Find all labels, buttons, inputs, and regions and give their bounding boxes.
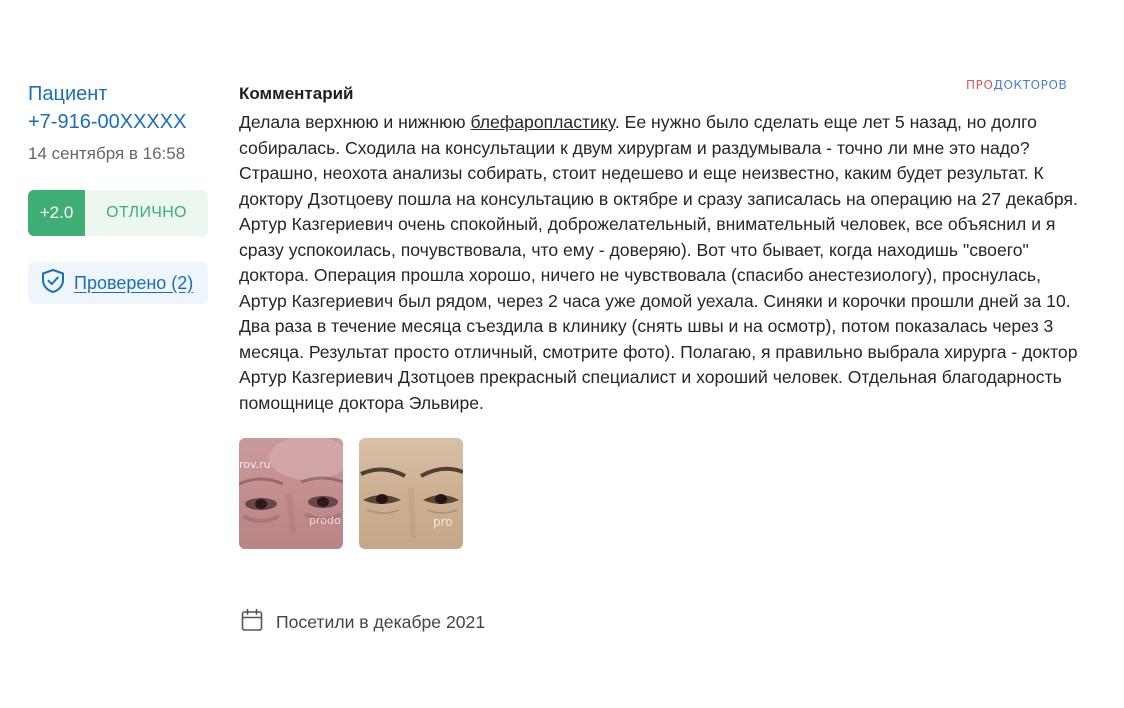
comment-text [239,110,1079,416]
verified-badge[interactable] [28,262,208,304]
photo-2-watermark-bottom: pro [433,515,453,529]
photo-1-watermark-top: rov.ru [239,458,271,471]
logo-part-1: ПРО [966,78,994,92]
review-photo-1[interactable] [239,438,343,549]
review-content [239,83,1079,549]
visit-date [241,608,485,637]
comment-intro: Делала верхнюю и нижнюю [239,112,471,132]
rating-label: ОТЛИЧНО [106,204,187,221]
calendar-icon [241,608,263,637]
visit-date-label: Посетили в декабре 2021 [276,612,486,632]
comment-title: Комментарий [239,84,354,103]
author-role: Пациент [28,83,108,105]
review-photos [239,438,1079,549]
verified-link[interactable]: Проверено (2) [74,272,194,293]
logo-part-2: ДОКТОРОВ [993,78,1068,92]
photo-1-watermark-bottom: prodo [309,514,341,527]
review-photo-2[interactable] [359,438,463,549]
rating-badge [28,190,208,236]
review-author-panel [28,80,210,304]
rating-score: +2.0 [28,190,85,236]
comment-body: . Ее нужно было сделать еще лет 5 назад, но долго собиралась. Сходила на консультации к двум хирургам и раздумывала - точно ли мне это надо? Страшно, неохота анализы собирать, стоит недешево и еще неизвестно, каким будет результат. К доктору Дзотцоеву пошла на консультацию в октябре и сразу записалась на операцию на 27 декабря. Артур Казгериевич очень спокойный, доброжелательный, внимательный человек, все объяснил и я сразу успокоилась, почувствовала, что ему - доверяю). Вот что бывает, когда находишь "своего" доктора. Операция прошла хорошо, ничего не чувствовала (спасибо анестезиологу), проснулась, Артур Казгериевич был рядом, через 2 часа уже домой уехала. Синяки и корочки прошли дней за 10. Два раза в течение месяца съездила в клинику (снять швы и на осмотр), потом показалась через 3 месяца. Результат просто отличный, смотрите фото). Полагаю, я правильно выбрала хирурга - доктор Артур Казгериевич Дзотцоев прекрасный специалист и хороший человек. Отдельная благодарность помощнице доктора Эльвире. [239,112,1078,413]
review-date: 14 сентября в 16:58 [28,144,186,163]
blepharoplasty-link[interactable]: блефаропластику [470,112,615,132]
author-phone: +7-916-00XXXXX [28,111,187,133]
shield-check-icon [28,268,74,299]
